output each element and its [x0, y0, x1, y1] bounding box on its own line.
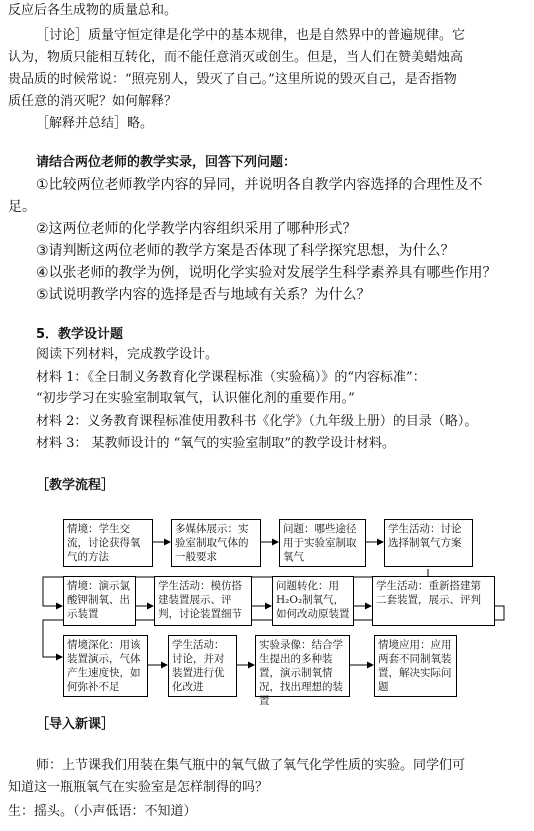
material-1: 材料 1：《全日制义务教育化学课程标准（实验稿）》的“内容标准”： [36, 370, 426, 385]
flow-box-application: 情境应用：应用两套不同制氧装置，解决实际问题 [374, 635, 457, 697]
material-2: 材料 2：义务教育课程标准使用教科书《化学》（九年级上册）的目录（略）。 [36, 414, 478, 429]
discussion-line: ［讨论］质量守恒定律是化学中的基本规律，也是自然界中的普遍规律。它 [36, 28, 466, 43]
dialogue-teacher-cont: 知道这一瓶瓶氧气在实验室是怎样制得的吗？ [8, 780, 269, 795]
summary-line: ［解释并总结］略。 [36, 116, 154, 131]
material-1-content: “初步学习在实验室制取氧气，认识催化剂的重要作用。” [36, 391, 355, 406]
paragraph-line: 认为，物质只能相互转化，而不能任意消灭或创生。但是，当人们在赞美蜡烛高 [8, 50, 464, 65]
flow-box-choose-plan: 学生活动：讨论选择制氧气方案 [384, 519, 473, 567]
flow-box-build-apparatus: 学生活动：模仿搭建装置展示、评判，讨论装置细节 [154, 576, 252, 626]
flow-box-second-apparatus: 学生活动：重新搭建第二套装置，展示、评判 [372, 576, 495, 626]
flow-box-multimedia: 多媒体展示：实验室制取气体的一般要求 [171, 519, 261, 567]
flow-box-h2o2-modify: 问题转化：用H₂O₂制氧气，如何改动原装置 [272, 576, 354, 626]
flow-box-optimize: 学生活动：讨论，并对装置进行优化改进 [168, 635, 237, 697]
dialogue-student: 生：摇头。（小声低语：不知道） [8, 804, 197, 819]
section-5-heading: 5．教学设计题 [36, 327, 124, 342]
question-1-cont: 足。 [8, 199, 36, 215]
flow-box-deepen-situation: 情境深化：用该装置演示，气体产生速度快，如何弥补不足 [63, 635, 148, 697]
question-5: ⑤试说明教学内容的选择是否与地域有关系？为什么？ [36, 287, 371, 303]
question-4: ④以张老师的教学为例，说明化学实验对发展学生科学素养具有哪些作用？ [36, 265, 497, 281]
question-3: ③请判断这两位老师的教学方案是否体现了科学探究思想，为什么？ [36, 243, 455, 259]
section-5-intro: 阅读下列材料，完成教学设计。 [36, 347, 219, 362]
question-1: ①比较两位老师教学内容的异同，并说明各自教学内容选择的合理性及不 [36, 177, 483, 193]
material-3: 材料 3： 某教师设计的 “氧气的实验室制取”的教学设计材料。 [36, 436, 395, 451]
paragraph-line: 质任意的消灭呢？如何解释？ [8, 94, 178, 109]
intro-heading: ［导入新课］ [36, 717, 115, 732]
questions-heading: 请结合两位老师的教学实录，回答下列问题： [36, 155, 297, 170]
flow-box-video: 实验录像：结合学生提出的多种装置，演示制氧情况，找出理想的装置 [255, 635, 350, 697]
flow-box-question-routes: 问题：哪些途径用于实验室制取氧气 [279, 519, 366, 567]
question-2: ②这两位老师的化学教学内容组织采用了哪种形式？ [36, 221, 357, 237]
flow-box-demo-kclo3: 情境：演示氯酸钾制氧、出示装置 [63, 576, 136, 626]
dialogue-teacher: 师：上节课我们用装在集气瓶中的氧气做了氧气化学性质的实验。同学们可 [36, 758, 466, 773]
flow-heading: ［教学流程］ [36, 478, 115, 493]
flow-box-situation-exchange: 情境：学生交流，讨论获得氧气的方法 [63, 519, 153, 567]
paragraph-line: 反应后各生成物的质量总和。 [8, 3, 178, 18]
paragraph-line: 贵品质的时候常说：“照亮别人，毁灭了自己。”这里所说的毁灭自己，是否指物 [8, 72, 457, 87]
